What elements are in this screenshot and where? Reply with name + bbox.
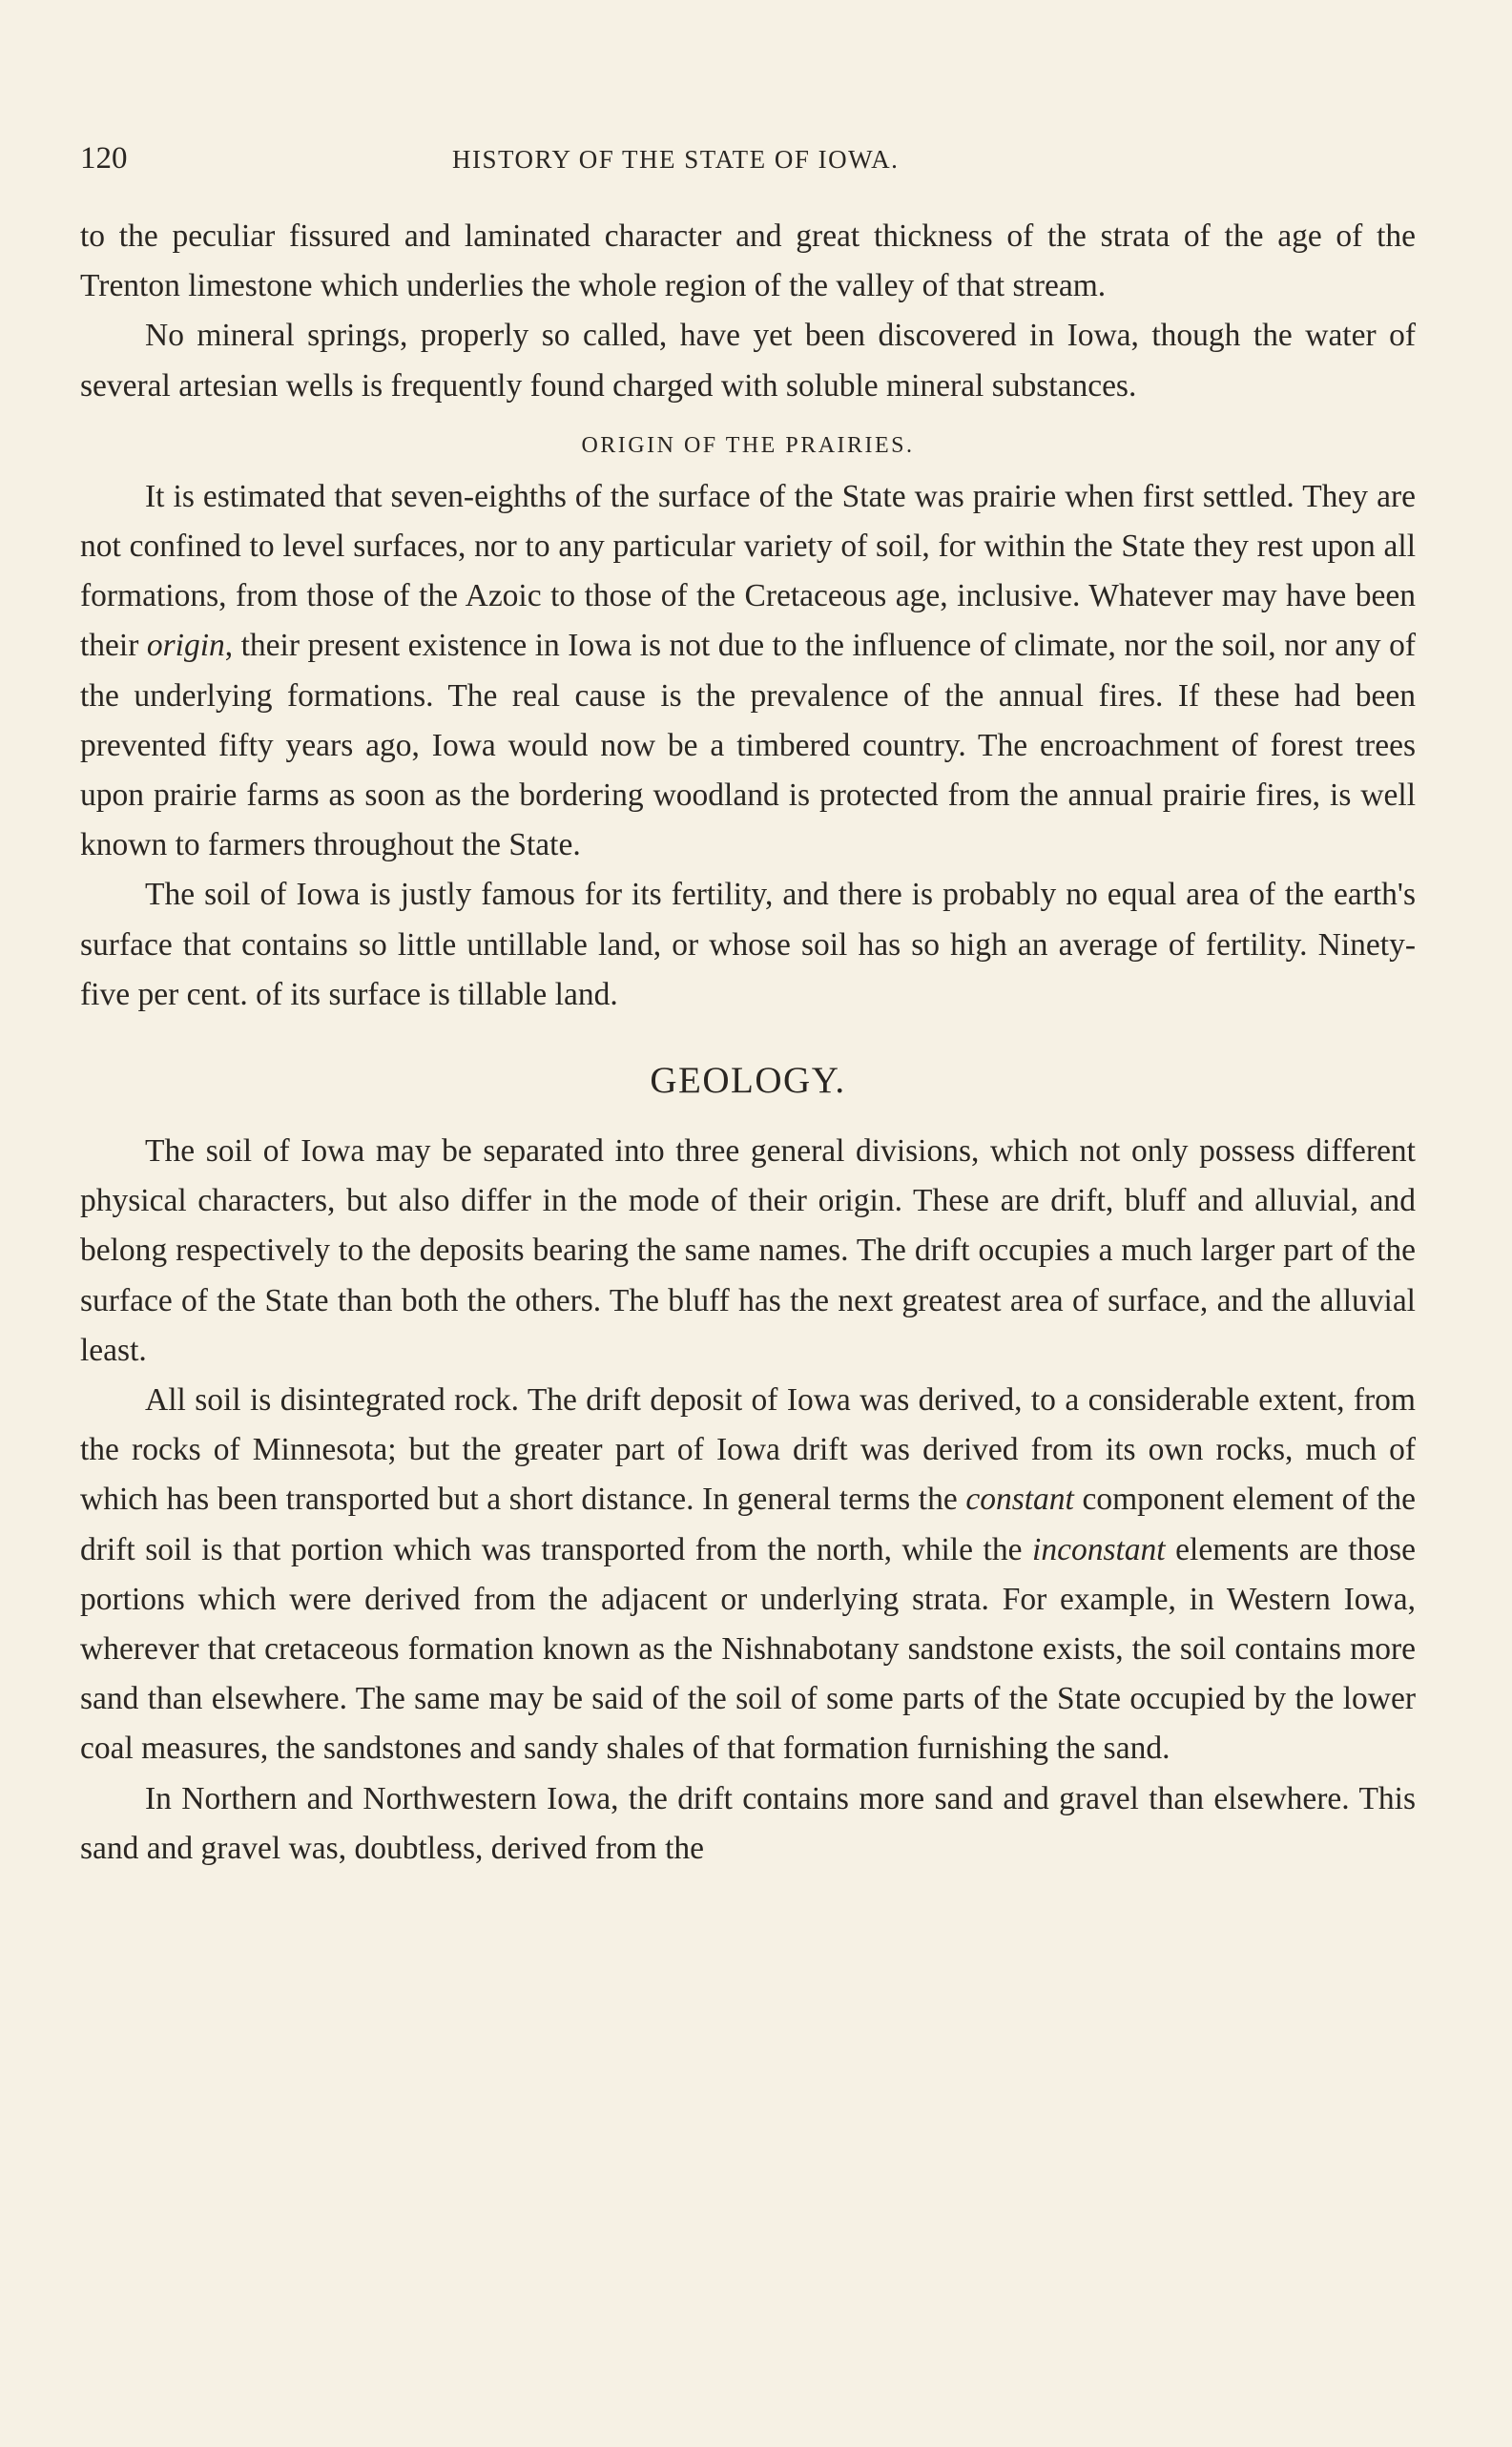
paragraph-disintegrated-rock xyxy=(80,1376,1416,1774)
paragraph-soil-fertility: The soil of Iowa is justly famous for its fertility, and there is probably no equal area of the earth's surface that contains so little untillable land, or whose soil has so high an average of fertility. Ninety-five per cent. of its surface is tillable land. xyxy=(80,877,1416,1012)
paragraph-prairie-origin-part-1: It is estimated that seven-eighths of the surface of the State was prairie when first settled. They are not confined to level surfaces, nor to any particular variety of soil, for within the State they rest upon all formations, from those of the Azoic to those of the Cretaceous age, inclusive. Whatever may have been their xyxy=(80,478,1416,664)
paragraph-disintegrated-rock-part-1: All soil is disintegrated rock. The drift deposit of Iowa was derived, to a considerable extent, from the rocks of Minnesota; but the greater part of Iowa drift was derived from its own rocks, much of which has been transported but a short distance. In general terms the xyxy=(80,1382,1416,1518)
paragraph-continued: to the peculiar fissured and laminated character and great thickness of the strata of the age of the Trenton limestone which underlies the whole region of the valley of that stream. xyxy=(80,218,1416,304)
italic-origin: origin xyxy=(146,628,225,664)
paragraph-northern-iowa: In Northern and Northwestern Iowa, the drift contains more sand and gravel than elsewhere. This sand and gravel was, doubtless, derived from the xyxy=(80,1780,1416,1866)
section-heading-geology: GEOLOGY. xyxy=(650,1060,846,1102)
italic-constant: constant xyxy=(965,1482,1074,1518)
paragraph-soil-divisions: The soil of Iowa may be separated into three general divisions, which not only possess different physical characters, but also differ in the mode of their origin. These are drift, bluff and alluvial, and belong respectively to the deposits bearing the same names. The drift occupies a much larger part of the surface of the State than both the others. The bluff has the next greatest area of surface, and the alluvial least. xyxy=(80,1133,1416,1368)
paragraph-disintegrated-rock-part-3: elements are those portions which were derived from the adjacent or underlying strata. For example, in Western Iowa, wherever that cretaceous formation known as the Nishnabotany sandstone exists, the soil contains more sand than elsewhere. The same may be said of the soil of some parts of the State occupied by the lower coal measures, the sandstones and sandy shales of that formation furnishing the sand. xyxy=(80,1531,1416,1767)
page-number: 120 xyxy=(80,141,128,176)
running-title: HISTORY OF THE STATE OF IOWA. xyxy=(452,145,900,174)
paragraph-mineral-springs: No mineral springs, properly so called, have yet been discovered in Iowa, though the water of several artesian wells is frequently found charged with soluble mineral substances. xyxy=(80,318,1416,404)
subheading-origin-of-prairies: ORIGIN OF THE PRAIRIES. xyxy=(581,432,915,458)
running-head xyxy=(80,141,1416,179)
paragraph-prairie-origin-part-2: , their present existence in Iowa is not due to the influence of climate, nor the soil, nor any of the underlying formations. The real cause is the prevalence of the annual fires. If these had been prevented fifty years ago, Iowa would now be a timbered country. The encroachment of forest trees upon prairie farms as soon as the bordering woodland is protected from the annual prairie fires, is well known to farmers throughout the State. xyxy=(80,628,1416,863)
paragraph-disintegrated-rock-part-2: component element of the drift soil is that portion which was transported from the north, while the xyxy=(80,1482,1416,1567)
paragraph-prairie-origin xyxy=(80,472,1416,871)
body-text xyxy=(80,212,1416,1874)
italic-inconstant: inconstant xyxy=(1032,1531,1166,1567)
